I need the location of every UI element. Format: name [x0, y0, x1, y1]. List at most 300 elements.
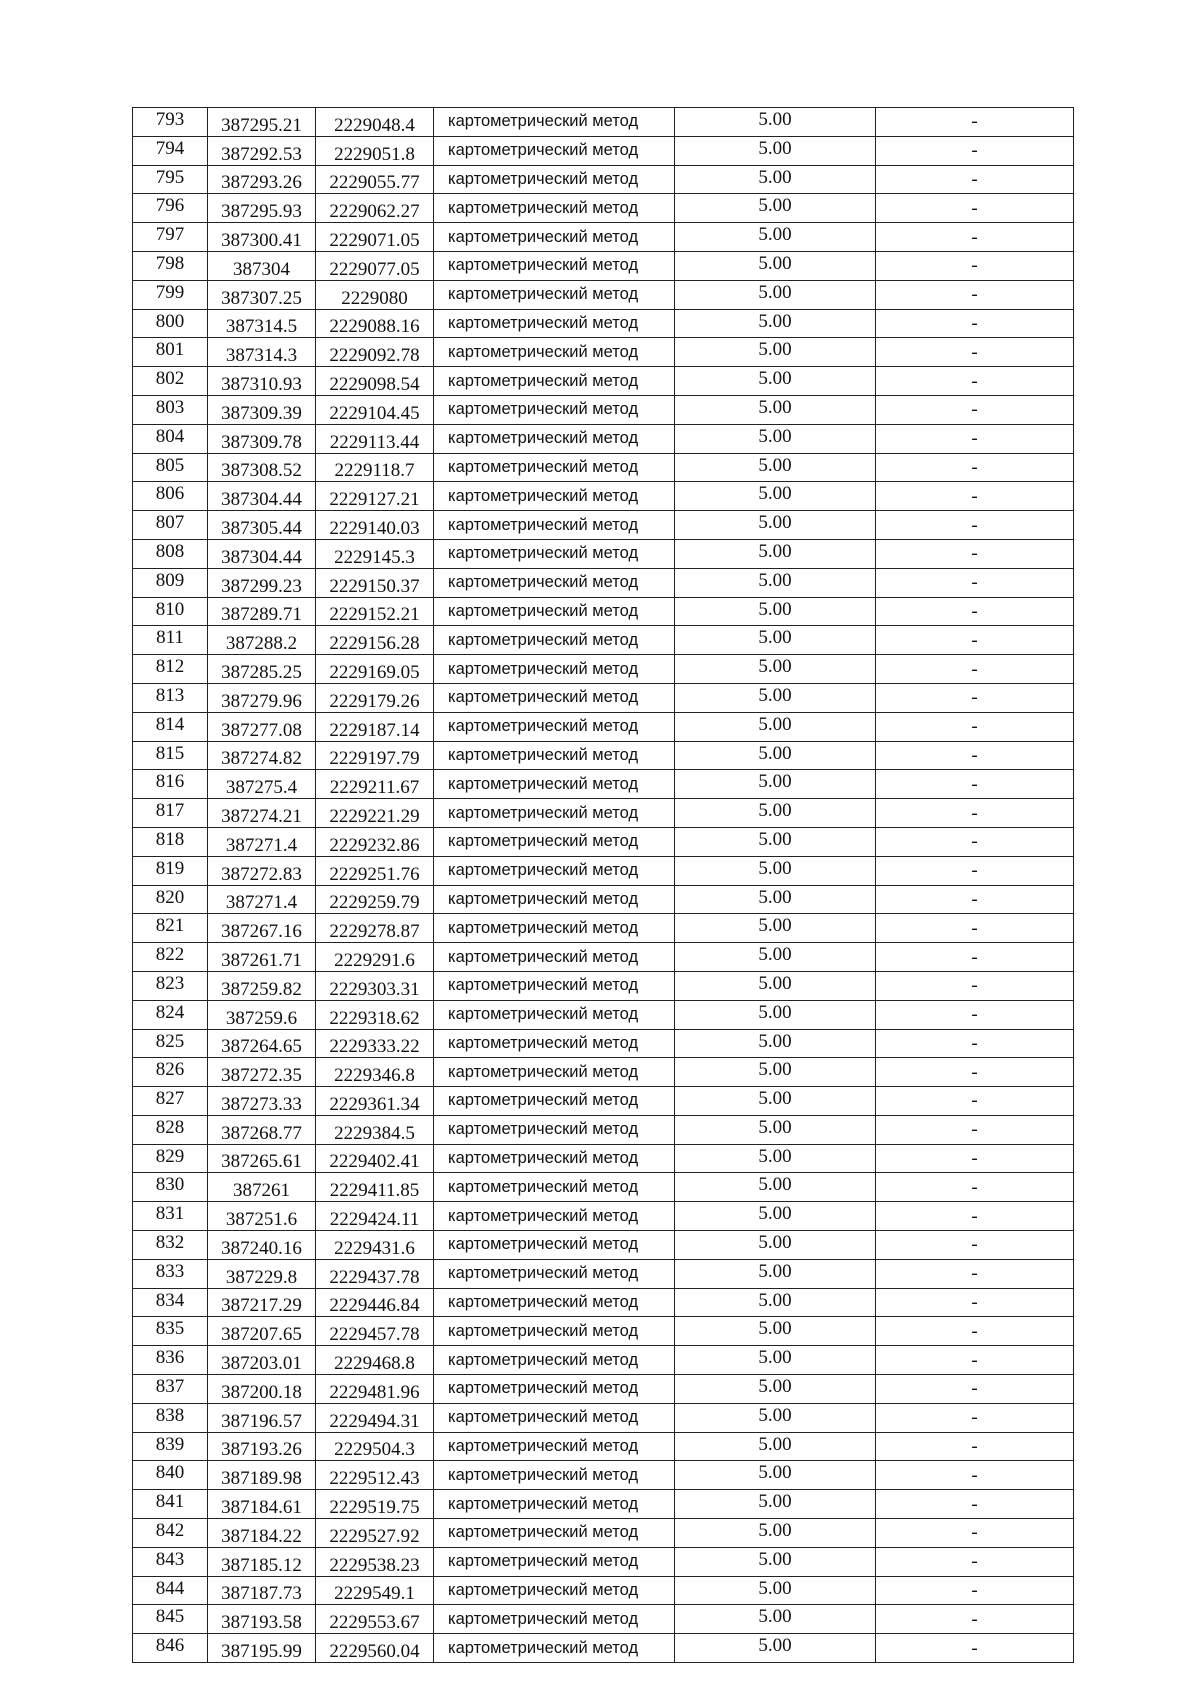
- note-cell: -: [876, 1144, 1074, 1173]
- accuracy-cell: 5.00: [675, 943, 876, 972]
- method-cell: картометрический метод: [434, 943, 675, 972]
- method-cell: картометрический метод: [434, 194, 675, 223]
- y-coordinate-cell: 2229457.78: [316, 1317, 434, 1346]
- table-row: [133, 655, 1074, 684]
- y-coordinate-cell: 2229179.26: [316, 683, 434, 712]
- point-number-cell: 814: [133, 712, 208, 741]
- note-cell: -: [876, 1605, 1074, 1634]
- method-cell: картометрический метод: [434, 1231, 675, 1260]
- accuracy-cell: 5.00: [675, 1519, 876, 1548]
- accuracy-cell: 5.00: [675, 1000, 876, 1029]
- point-number-cell: 810: [133, 597, 208, 626]
- accuracy-cell: 5.00: [675, 1288, 876, 1317]
- note-cell: -: [876, 482, 1074, 511]
- note-cell: -: [876, 1317, 1074, 1346]
- note-cell: -: [876, 1403, 1074, 1432]
- x-coordinate-cell: 387193.26: [208, 1432, 316, 1461]
- table-row: [133, 626, 1074, 655]
- accuracy-cell: 5.00: [675, 827, 876, 856]
- note-cell: -: [876, 1058, 1074, 1087]
- accuracy-cell: 5.00: [675, 1634, 876, 1663]
- method-cell: картометрический метод: [434, 223, 675, 252]
- note-cell: -: [876, 1115, 1074, 1144]
- table-row: [133, 568, 1074, 597]
- method-cell: картометрический метод: [434, 856, 675, 885]
- accuracy-cell: 5.00: [675, 1202, 876, 1231]
- note-cell: -: [876, 1547, 1074, 1576]
- method-cell: картометрический метод: [434, 1115, 675, 1144]
- y-coordinate-cell: 2229538.23: [316, 1547, 434, 1576]
- accuracy-cell: 5.00: [675, 856, 876, 885]
- method-cell: картометрический метод: [434, 597, 675, 626]
- table-row: [133, 856, 1074, 885]
- y-coordinate-cell: 2229169.05: [316, 655, 434, 684]
- point-number-cell: 799: [133, 280, 208, 309]
- table-row: [133, 395, 1074, 424]
- note-cell: -: [876, 511, 1074, 540]
- y-coordinate-cell: 2229080: [316, 280, 434, 309]
- x-coordinate-cell: 387271.4: [208, 827, 316, 856]
- point-number-cell: 836: [133, 1346, 208, 1375]
- accuracy-cell: 5.00: [675, 1547, 876, 1576]
- note-cell: -: [876, 827, 1074, 856]
- point-number-cell: 825: [133, 1029, 208, 1058]
- accuracy-cell: 5.00: [675, 1087, 876, 1116]
- y-coordinate-cell: 2229560.04: [316, 1634, 434, 1663]
- x-coordinate-cell: 387309.78: [208, 424, 316, 453]
- method-cell: картометрический метод: [434, 712, 675, 741]
- accuracy-cell: 5.00: [675, 914, 876, 943]
- method-cell: картометрический метод: [434, 1087, 675, 1116]
- method-cell: картометрический метод: [434, 1490, 675, 1519]
- y-coordinate-cell: 2229553.67: [316, 1605, 434, 1634]
- y-coordinate-cell: 2229494.31: [316, 1403, 434, 1432]
- note-cell: -: [876, 251, 1074, 280]
- point-number-cell: 800: [133, 309, 208, 338]
- note-cell: -: [876, 223, 1074, 252]
- table-row: [133, 136, 1074, 165]
- x-coordinate-cell: 387272.35: [208, 1058, 316, 1087]
- point-number-cell: 827: [133, 1087, 208, 1116]
- x-coordinate-cell: 387195.99: [208, 1634, 316, 1663]
- accuracy-cell: 5.00: [675, 741, 876, 770]
- point-number-cell: 801: [133, 338, 208, 367]
- method-cell: картометрический метод: [434, 1403, 675, 1432]
- table-row: [133, 1317, 1074, 1346]
- accuracy-cell: 5.00: [675, 885, 876, 914]
- note-cell: -: [876, 539, 1074, 568]
- y-coordinate-cell: 2229071.05: [316, 223, 434, 252]
- accuracy-cell: 5.00: [675, 280, 876, 309]
- table-row: [133, 280, 1074, 309]
- note-cell: -: [876, 108, 1074, 137]
- y-coordinate-cell: 2229145.3: [316, 539, 434, 568]
- table-row: [133, 1231, 1074, 1260]
- table-row: [133, 1634, 1074, 1663]
- y-coordinate-cell: 2229278.87: [316, 914, 434, 943]
- table-row: [133, 453, 1074, 482]
- note-cell: -: [876, 280, 1074, 309]
- table-row: [133, 424, 1074, 453]
- accuracy-cell: 5.00: [675, 626, 876, 655]
- point-number-cell: 818: [133, 827, 208, 856]
- point-number-cell: 817: [133, 799, 208, 828]
- x-coordinate-cell: 387240.16: [208, 1231, 316, 1260]
- x-coordinate-cell: 387308.52: [208, 453, 316, 482]
- method-cell: картометрический метод: [434, 1634, 675, 1663]
- note-cell: -: [876, 1461, 1074, 1490]
- y-coordinate-cell: 2229140.03: [316, 511, 434, 540]
- method-cell: картометрический метод: [434, 1375, 675, 1404]
- accuracy-cell: 5.00: [675, 309, 876, 338]
- method-cell: картометрический метод: [434, 1605, 675, 1634]
- point-number-cell: 821: [133, 914, 208, 943]
- note-cell: -: [876, 799, 1074, 828]
- x-coordinate-cell: 387304: [208, 251, 316, 280]
- y-coordinate-cell: 2229512.43: [316, 1461, 434, 1490]
- point-number-cell: 803: [133, 395, 208, 424]
- table-row: [133, 539, 1074, 568]
- method-cell: картометрический метод: [434, 280, 675, 309]
- point-number-cell: 833: [133, 1259, 208, 1288]
- x-coordinate-cell: 387310.93: [208, 367, 316, 396]
- point-number-cell: 796: [133, 194, 208, 223]
- y-coordinate-cell: 2229527.92: [316, 1519, 434, 1548]
- table-row: [133, 251, 1074, 280]
- method-cell: картометрический метод: [434, 1144, 675, 1173]
- y-coordinate-cell: 2229088.16: [316, 309, 434, 338]
- x-coordinate-cell: 387267.16: [208, 914, 316, 943]
- note-cell: -: [876, 338, 1074, 367]
- method-cell: картометрический метод: [434, 539, 675, 568]
- note-cell: -: [876, 1490, 1074, 1519]
- point-number-cell: 844: [133, 1576, 208, 1605]
- point-number-cell: 809: [133, 568, 208, 597]
- method-cell: картометрический метод: [434, 1461, 675, 1490]
- x-coordinate-cell: 387268.77: [208, 1115, 316, 1144]
- note-cell: -: [876, 1259, 1074, 1288]
- method-cell: картометрический метод: [434, 1547, 675, 1576]
- accuracy-cell: 5.00: [675, 251, 876, 280]
- method-cell: картометрический метод: [434, 1317, 675, 1346]
- table-row: [133, 799, 1074, 828]
- y-coordinate-cell: 2229361.34: [316, 1087, 434, 1116]
- method-cell: картометрический метод: [434, 367, 675, 396]
- y-coordinate-cell: 2229446.84: [316, 1288, 434, 1317]
- method-cell: картометрический метод: [434, 914, 675, 943]
- y-coordinate-cell: 2229187.14: [316, 712, 434, 741]
- note-cell: -: [876, 1432, 1074, 1461]
- table-row: [133, 1519, 1074, 1548]
- table-row: [133, 1346, 1074, 1375]
- table-row: [133, 597, 1074, 626]
- table-row: [133, 971, 1074, 1000]
- accuracy-cell: 5.00: [675, 424, 876, 453]
- point-number-cell: 813: [133, 683, 208, 712]
- accuracy-cell: 5.00: [675, 1403, 876, 1432]
- accuracy-cell: 5.00: [675, 1144, 876, 1173]
- accuracy-cell: 5.00: [675, 1231, 876, 1260]
- x-coordinate-cell: 387265.61: [208, 1144, 316, 1173]
- note-cell: -: [876, 1202, 1074, 1231]
- y-coordinate-cell: 2229468.8: [316, 1346, 434, 1375]
- point-number-cell: 832: [133, 1231, 208, 1260]
- note-cell: -: [876, 1634, 1074, 1663]
- accuracy-cell: 5.00: [675, 1432, 876, 1461]
- x-coordinate-cell: 387309.39: [208, 395, 316, 424]
- x-coordinate-cell: 387273.33: [208, 1087, 316, 1116]
- note-cell: -: [876, 568, 1074, 597]
- accuracy-cell: 5.00: [675, 1605, 876, 1634]
- y-coordinate-cell: 2229211.67: [316, 770, 434, 799]
- x-coordinate-cell: 387271.4: [208, 885, 316, 914]
- point-number-cell: 837: [133, 1375, 208, 1404]
- y-coordinate-cell: 2229127.21: [316, 482, 434, 511]
- note-cell: -: [876, 165, 1074, 194]
- note-cell: -: [876, 1173, 1074, 1202]
- point-number-cell: 794: [133, 136, 208, 165]
- y-coordinate-cell: 2229150.37: [316, 568, 434, 597]
- note-cell: -: [876, 770, 1074, 799]
- method-cell: картометрический метод: [434, 568, 675, 597]
- accuracy-cell: 5.00: [675, 223, 876, 252]
- accuracy-cell: 5.00: [675, 338, 876, 367]
- note-cell: -: [876, 914, 1074, 943]
- y-coordinate-cell: 2229346.8: [316, 1058, 434, 1087]
- x-coordinate-cell: 387279.96: [208, 683, 316, 712]
- note-cell: -: [876, 943, 1074, 972]
- accuracy-cell: 5.00: [675, 1461, 876, 1490]
- method-cell: картометрический метод: [434, 626, 675, 655]
- y-coordinate-cell: 2229152.21: [316, 597, 434, 626]
- y-coordinate-cell: 2229437.78: [316, 1259, 434, 1288]
- note-cell: -: [876, 741, 1074, 770]
- x-coordinate-cell: 387289.71: [208, 597, 316, 626]
- table-row: [133, 367, 1074, 396]
- accuracy-cell: 5.00: [675, 395, 876, 424]
- table-row: [133, 1000, 1074, 1029]
- note-cell: -: [876, 655, 1074, 684]
- accuracy-cell: 5.00: [675, 712, 876, 741]
- note-cell: -: [876, 683, 1074, 712]
- method-cell: картометрический метод: [434, 655, 675, 684]
- table-row: [133, 165, 1074, 194]
- point-number-cell: 843: [133, 1547, 208, 1576]
- table-row: [133, 1605, 1074, 1634]
- x-coordinate-cell: 387300.41: [208, 223, 316, 252]
- point-number-cell: 802: [133, 367, 208, 396]
- point-number-cell: 806: [133, 482, 208, 511]
- point-number-cell: 835: [133, 1317, 208, 1346]
- y-coordinate-cell: 2229291.6: [316, 943, 434, 972]
- table-row: [133, 827, 1074, 856]
- point-number-cell: 793: [133, 108, 208, 137]
- y-coordinate-cell: 2229251.76: [316, 856, 434, 885]
- x-coordinate-cell: 387259.6: [208, 1000, 316, 1029]
- table-row: [133, 1375, 1074, 1404]
- method-cell: картометрический метод: [434, 971, 675, 1000]
- accuracy-cell: 5.00: [675, 1576, 876, 1605]
- table-row: [133, 885, 1074, 914]
- note-cell: -: [876, 367, 1074, 396]
- y-coordinate-cell: 2229519.75: [316, 1490, 434, 1519]
- x-coordinate-cell: 387307.25: [208, 280, 316, 309]
- x-coordinate-cell: 387314.3: [208, 338, 316, 367]
- table-row: [133, 1490, 1074, 1519]
- method-cell: картометрический метод: [434, 1346, 675, 1375]
- method-cell: картометрический метод: [434, 482, 675, 511]
- method-cell: картометрический метод: [434, 453, 675, 482]
- x-coordinate-cell: 387217.29: [208, 1288, 316, 1317]
- accuracy-cell: 5.00: [675, 136, 876, 165]
- table-row: [133, 1087, 1074, 1116]
- y-coordinate-cell: 2229411.85: [316, 1173, 434, 1202]
- note-cell: -: [876, 395, 1074, 424]
- note-cell: -: [876, 885, 1074, 914]
- note-cell: -: [876, 1029, 1074, 1058]
- x-coordinate-cell: 387193.58: [208, 1605, 316, 1634]
- point-number-cell: 834: [133, 1288, 208, 1317]
- table-row: [133, 1432, 1074, 1461]
- method-cell: картометрический метод: [434, 511, 675, 540]
- y-coordinate-cell: 2229504.3: [316, 1432, 434, 1461]
- table-row: [133, 683, 1074, 712]
- table-row: [133, 1202, 1074, 1231]
- note-cell: -: [876, 626, 1074, 655]
- accuracy-cell: 5.00: [675, 1173, 876, 1202]
- method-cell: картометрический метод: [434, 251, 675, 280]
- table-row: [133, 338, 1074, 367]
- method-cell: картометрический метод: [434, 1000, 675, 1029]
- y-coordinate-cell: 2229232.86: [316, 827, 434, 856]
- point-number-cell: 795: [133, 165, 208, 194]
- table-row: [133, 712, 1074, 741]
- table-row: [133, 511, 1074, 540]
- table-row: [133, 914, 1074, 943]
- method-cell: картометрический метод: [434, 395, 675, 424]
- x-coordinate-cell: 387274.82: [208, 741, 316, 770]
- y-coordinate-cell: 2229221.29: [316, 799, 434, 828]
- point-number-cell: 830: [133, 1173, 208, 1202]
- x-coordinate-cell: 387200.18: [208, 1375, 316, 1404]
- y-coordinate-cell: 2229318.62: [316, 1000, 434, 1029]
- note-cell: -: [876, 1576, 1074, 1605]
- point-number-cell: 807: [133, 511, 208, 540]
- accuracy-cell: 5.00: [675, 1346, 876, 1375]
- method-cell: картометрический метод: [434, 424, 675, 453]
- x-coordinate-cell: 387277.08: [208, 712, 316, 741]
- point-number-cell: 815: [133, 741, 208, 770]
- point-number-cell: 804: [133, 424, 208, 453]
- point-number-cell: 839: [133, 1432, 208, 1461]
- y-coordinate-cell: 2229113.44: [316, 424, 434, 453]
- x-coordinate-cell: 387274.21: [208, 799, 316, 828]
- note-cell: -: [876, 597, 1074, 626]
- method-cell: картометрический метод: [434, 799, 675, 828]
- accuracy-cell: 5.00: [675, 1058, 876, 1087]
- y-coordinate-cell: 2229156.28: [316, 626, 434, 655]
- y-coordinate-cell: 2229431.6: [316, 1231, 434, 1260]
- x-coordinate-cell: 387259.82: [208, 971, 316, 1000]
- x-coordinate-cell: 387288.2: [208, 626, 316, 655]
- x-coordinate-cell: 387196.57: [208, 1403, 316, 1432]
- x-coordinate-cell: 387261.71: [208, 943, 316, 972]
- y-coordinate-cell: 2229055.77: [316, 165, 434, 194]
- y-coordinate-cell: 2229104.45: [316, 395, 434, 424]
- method-cell: картометрический метод: [434, 309, 675, 338]
- note-cell: -: [876, 424, 1074, 453]
- x-coordinate-cell: 387184.61: [208, 1490, 316, 1519]
- point-number-cell: 831: [133, 1202, 208, 1231]
- table-row: [133, 1144, 1074, 1173]
- point-number-cell: 845: [133, 1605, 208, 1634]
- coordinates-table-body: [133, 108, 1074, 1663]
- method-cell: картометрический метод: [434, 1202, 675, 1231]
- y-coordinate-cell: 2229333.22: [316, 1029, 434, 1058]
- point-number-cell: 812: [133, 655, 208, 684]
- y-coordinate-cell: 2229481.96: [316, 1375, 434, 1404]
- table-row: [133, 108, 1074, 137]
- note-cell: -: [876, 1375, 1074, 1404]
- accuracy-cell: 5.00: [675, 482, 876, 511]
- method-cell: картометрический метод: [434, 1029, 675, 1058]
- y-coordinate-cell: 2229092.78: [316, 338, 434, 367]
- point-number-cell: 811: [133, 626, 208, 655]
- accuracy-cell: 5.00: [675, 194, 876, 223]
- x-coordinate-cell: 387304.44: [208, 482, 316, 511]
- method-cell: картометрический метод: [434, 1576, 675, 1605]
- x-coordinate-cell: 387207.65: [208, 1317, 316, 1346]
- method-cell: картометрический метод: [434, 827, 675, 856]
- note-cell: -: [876, 1346, 1074, 1375]
- table-row: [133, 1058, 1074, 1087]
- table-row: [133, 223, 1074, 252]
- note-cell: -: [876, 1000, 1074, 1029]
- accuracy-cell: 5.00: [675, 1317, 876, 1346]
- y-coordinate-cell: 2229098.54: [316, 367, 434, 396]
- y-coordinate-cell: 2229402.41: [316, 1144, 434, 1173]
- note-cell: -: [876, 136, 1074, 165]
- accuracy-cell: 5.00: [675, 453, 876, 482]
- note-cell: -: [876, 856, 1074, 885]
- method-cell: картометрический метод: [434, 1288, 675, 1317]
- y-coordinate-cell: 2229048.4: [316, 108, 434, 137]
- point-number-cell: 846: [133, 1634, 208, 1663]
- accuracy-cell: 5.00: [675, 1115, 876, 1144]
- table-row: [133, 1288, 1074, 1317]
- note-cell: -: [876, 1519, 1074, 1548]
- table-row: [133, 1403, 1074, 1432]
- accuracy-cell: 5.00: [675, 1029, 876, 1058]
- x-coordinate-cell: 387264.65: [208, 1029, 316, 1058]
- x-coordinate-cell: 387203.01: [208, 1346, 316, 1375]
- point-number-cell: 838: [133, 1403, 208, 1432]
- accuracy-cell: 5.00: [675, 568, 876, 597]
- point-number-cell: 820: [133, 885, 208, 914]
- point-number-cell: 823: [133, 971, 208, 1000]
- point-number-cell: 828: [133, 1115, 208, 1144]
- accuracy-cell: 5.00: [675, 799, 876, 828]
- x-coordinate-cell: 387272.83: [208, 856, 316, 885]
- note-cell: -: [876, 194, 1074, 223]
- table-row: [133, 1029, 1074, 1058]
- table-row: [133, 1115, 1074, 1144]
- point-number-cell: 797: [133, 223, 208, 252]
- method-cell: картометрический метод: [434, 885, 675, 914]
- accuracy-cell: 5.00: [675, 971, 876, 1000]
- note-cell: -: [876, 712, 1074, 741]
- point-number-cell: 842: [133, 1519, 208, 1548]
